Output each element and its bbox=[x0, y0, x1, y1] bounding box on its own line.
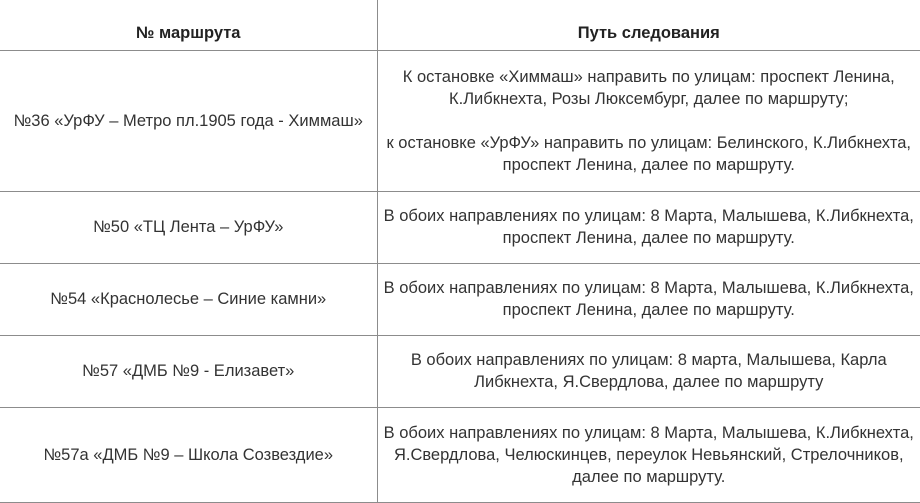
route-number-cell: №57а «ДМБ №9 – Школа Созвездие» bbox=[0, 407, 377, 502]
route-path-cell bbox=[377, 335, 920, 407]
route-number-cell: №57 «ДМБ №9 - Елизавет» bbox=[0, 335, 377, 407]
route-path-cell bbox=[377, 191, 920, 263]
route-path-text: В обоих направлениях по улицам: 8 Марта, Малышева, К.Либкнехта, проспект Ленина, далее по маршруту. bbox=[383, 279, 914, 319]
table-header-row bbox=[0, 0, 920, 50]
route-path-text: В обоих направлениях по улицам: 8 Марта, Малышева, К.Либкнехта, проспект Ленина, далее по маршруту. bbox=[383, 207, 914, 247]
table-row bbox=[0, 335, 920, 407]
header-route-number: № маршрута bbox=[0, 0, 377, 50]
route-path-cell bbox=[377, 50, 920, 191]
route-path-text: В обоих направлениях по улицам: 8 марта, Малышева, Карла Либкнехта, Я.Свердлова, далее по маршруту bbox=[410, 351, 887, 391]
route-number-cell: №36 «УрФУ – Метро пл.1905 года - Химмаш» bbox=[0, 50, 377, 191]
route-path-cell bbox=[377, 407, 920, 502]
route-number-cell: №54 «Краснолесье – Синие камни» bbox=[0, 263, 377, 335]
route-path-text: К остановке «Химмаш» направить по улицам: проспект Ленина, К.Либкнехта, Розы Люксембург, далее по маршруту; bbox=[402, 67, 895, 108]
route-number-cell: №50 «ТЦ Лента – УрФУ» bbox=[0, 191, 377, 263]
table-row bbox=[0, 50, 920, 191]
table-row bbox=[0, 407, 920, 502]
header-route-path: Путь следования bbox=[377, 0, 920, 50]
route-path-text: В обоих направлениях по улицам: 8 Марта, Малышева, К.Либкнехта, Я.Свердлова, Челюскинцев, переулок Невьянский, Стрелочников, далее по маршруту. bbox=[383, 423, 914, 486]
route-path-text: к остановке «УрФУ» направить по улицам: Белинского, К.Либкнехта, проспект Ленина, далее по маршруту. bbox=[386, 133, 912, 174]
route-path-cell bbox=[377, 263, 920, 335]
table-row bbox=[0, 263, 920, 335]
table-row bbox=[0, 191, 920, 263]
paragraph-gap bbox=[380, 110, 919, 132]
